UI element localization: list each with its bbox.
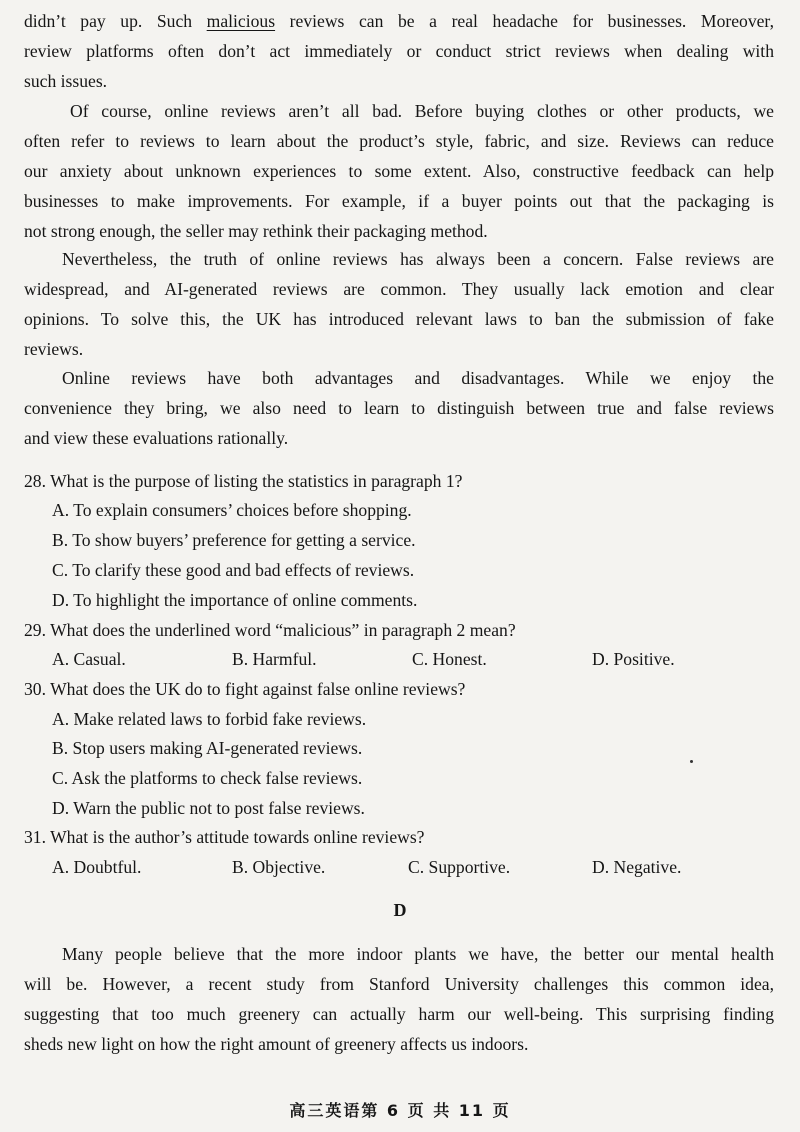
answer-option: A. Doubtful. [52,857,142,877]
passage-line: our anxiety about unknown experiences to some extent. Also, constructive feedback can help [24,161,774,181]
passage-line: not strong enough, the seller may rethink their packaging method. [24,221,488,241]
answer-option: A. To explain consumers’ choices before shopping. [52,500,412,520]
answer-option: C. Supportive. [408,857,511,877]
answer-option: D. Positive. [592,649,675,669]
scan-speck [690,760,693,763]
passage-line: opinions. To solve this, the UK has introduced relevant laws to ban the submission of fake [24,309,774,329]
question-stem: 31. What is the author’s attitude towards online reviews? [24,827,425,847]
passage-line: will be. However, a recent study from Stanford University challenges this common idea, [24,974,774,994]
passage-line: widespread, and AI-generated reviews are common. They usually lack emotion and clear [24,279,774,299]
section-heading: D [393,900,407,920]
answer-option: A. Make related laws to forbid fake reviews. [52,709,367,729]
passage-paragraph-continued [24,6,774,96]
passage-line: review platforms often don’t act immediately or conduct strict reviews when dealing with [24,41,774,61]
question-stem: 29. What does the underlined word “malicious” in paragraph 2 mean? [24,620,516,640]
answer-option: D. Negative. [592,857,682,877]
answer-option: B. Objective. [232,857,326,877]
passage-line: Many people believe that the more indoor plants we have, the better our mental health [62,944,774,964]
answer-option: C. To clarify these good and bad effects of reviews. [52,560,415,580]
passage-line: often refer to reviews to learn about the product’s style, fabric, and size. Reviews can reduce [24,131,774,151]
answer-option: D. To highlight the importance of online comments. [52,590,418,610]
passage-line: convenience they bring, we also need to learn to distinguish between true and false reviews [24,398,774,418]
question-stem: 28. What is the purpose of listing the statistics in paragraph 1? [24,471,463,491]
answer-option: D. Warn the public not to post false reviews. [52,798,365,818]
passage-line: sheds new light on how the right amount of greenery affects us indoors. [24,1034,529,1054]
answer-option: C. Honest. [412,649,487,669]
passage-line: businesses to make improvements. For example, if a buyer points out that the packaging is [24,191,774,211]
passage-line: and view these evaluations rationally. [24,428,289,448]
passage-paragraph [24,939,774,1059]
answer-option: C. Ask the platforms to check false reviews. [52,768,363,788]
passage-line: suggesting that too much greenery can actually harm our well-being. This surprising finding [24,1004,774,1024]
passage-line: didn’t pay up. Such malicious reviews can be a real headache for businesses. Moreover, [24,11,774,31]
passage-paragraph [24,96,774,246]
underlined-word: malicious [206,11,276,31]
answer-option: B. To show buyers’ preference for getting a service. [52,530,416,550]
page-footer: 高三英语第 6 页 共 11 页 [289,1101,511,1120]
passage-line: Of course, online reviews aren’t all bad. Before buying clothes or other products, we [70,101,774,121]
passage-line: such issues. [24,71,108,91]
passage-line: Nevertheless, the truth of online reviews has always been a concern. False reviews are [62,249,774,269]
passage-line: reviews. [24,339,84,359]
passage-paragraph [24,244,774,364]
answer-option: A. Casual. [52,649,126,669]
passage-paragraph [24,363,774,453]
answer-option: B. Stop users making AI-generated reviews. [52,738,363,758]
question-stem: 30. What does the UK do to fight against false online reviews? [24,679,466,699]
answer-option: B. Harmful. [232,649,317,669]
passage-line: Online reviews have both advantages and disadvantages. While we enjoy the [62,368,774,388]
